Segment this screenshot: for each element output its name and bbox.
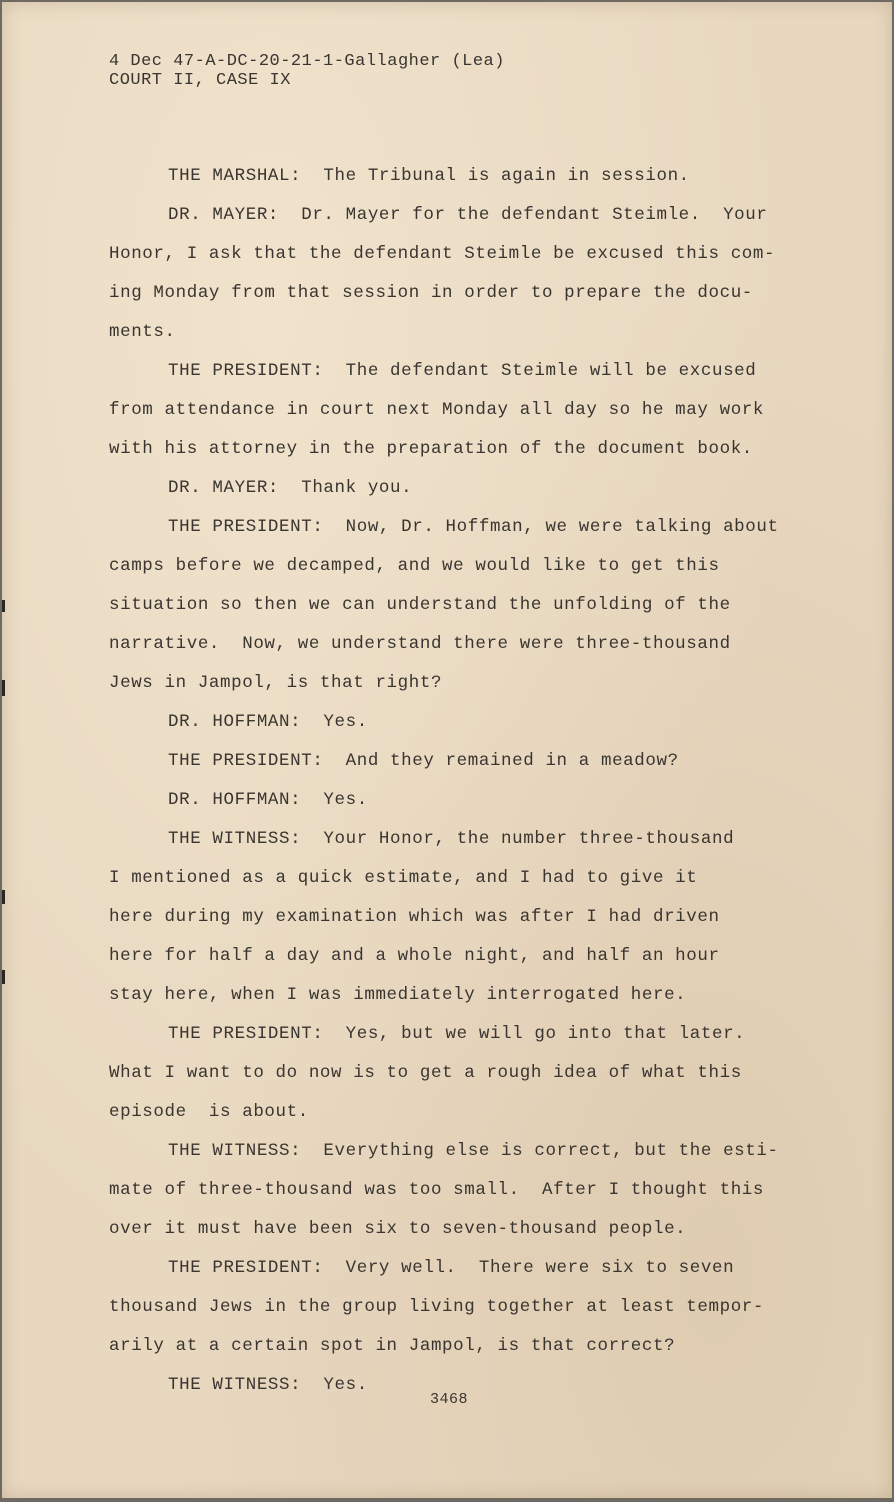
transcript-line: Honor, I ask that the defendant Steimle be excused this com- [109,244,776,264]
transcript-line: DR. MAYER: Dr. Mayer for the defendant Steimle. Your [168,205,768,225]
transcript-line: THE WITNESS: Your Honor, the number three-thousand [168,829,735,849]
edge-mark [2,970,5,984]
transcript-line: stay here, when I was immediately interrogated here. [109,985,687,1005]
document-header [109,52,505,90]
document-page [2,2,892,1498]
transcript-line: What I want to do now is to get a rough idea of what this [109,1063,742,1083]
transcript-line: mate of three-thousand was too small. After I thought this [109,1180,765,1200]
transcript-line: DR. HOFFMAN: Yes. [168,790,368,810]
header-court-line: COURT II, CASE IX [109,71,291,90]
transcript-line: THE PRESIDENT: Yes, but we will go into that later. [168,1024,746,1044]
edge-mark [2,600,5,612]
transcript-line: I mentioned as a quick estimate, and I had to give it [109,868,698,888]
page-number: 3468 [429,1391,468,1408]
transcript-line: over it must have been six to seven-thousand people. [109,1219,687,1239]
transcript-line: ments. [109,322,176,342]
transcript-line: from attendance in court next Monday all day so he may work [109,400,765,420]
transcript-line: arily at a certain spot in Jampol, is that correct? [109,1336,676,1356]
transcript-line: here during my examination which was after I had driven [109,907,720,927]
transcript-line: thousand Jews in the group living together at least tempor- [109,1297,765,1317]
edge-mark [2,890,5,904]
transcript-line: THE PRESIDENT: Now, Dr. Hoffman, we were talking about [168,517,779,537]
transcript-line: THE WITNESS: Everything else is correct, but the esti- [168,1141,779,1161]
transcript-body [109,157,829,1405]
transcript-line: THE WITNESS: Yes. [168,1375,368,1395]
edge-mark [2,680,5,696]
transcript-line: THE MARSHAL: The Tribunal is again in session. [168,166,690,186]
transcript-line: with his attorney in the preparation of the document book. [109,439,753,459]
transcript-line: THE PRESIDENT: And they remained in a meadow? [168,751,679,771]
transcript-line: DR. MAYER: Thank you. [168,478,413,498]
transcript-line: here for half a day and a whole night, and half an hour [109,946,720,966]
transcript-line: DR. HOFFMAN: Yes. [168,712,368,732]
transcript-line: situation so then we can understand the unfolding of the [109,595,731,615]
transcript-line: Jews in Jampol, is that right? [109,673,443,693]
transcript-line: narrative. Now, we understand there were three-thousand [109,634,731,654]
transcript-line: ing Monday from that session in order to prepare the docu- [109,283,753,303]
transcript-line: camps before we decamped, and we would like to get this [109,556,720,576]
transcript-line: THE PRESIDENT: The defendant Steimle will be excused [168,361,757,381]
transcript-line: THE PRESIDENT: Very well. There were six to seven [168,1258,735,1278]
transcript-line: episode is about. [109,1102,309,1122]
header-reference-line: 4 Dec 47-A-DC-20-21-1-Gallagher (Lea) [109,52,505,71]
